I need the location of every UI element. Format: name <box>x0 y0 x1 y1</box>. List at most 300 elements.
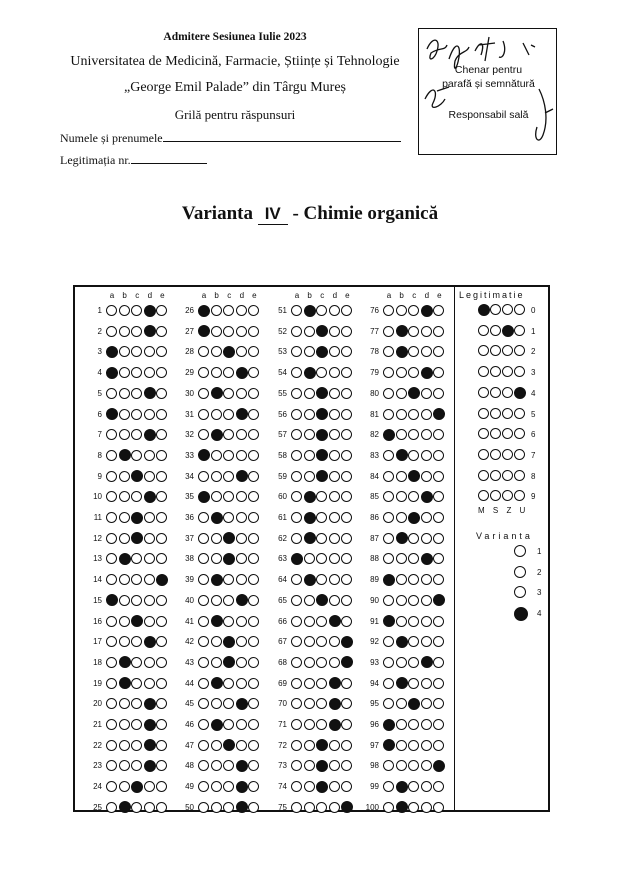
answer-bubble-a[interactable] <box>291 326 302 337</box>
answer-bubble-d[interactable] <box>236 594 248 606</box>
answer-bubble-d[interactable] <box>329 305 340 316</box>
answer-bubble-a[interactable] <box>291 678 302 689</box>
answer-bubble-c[interactable] <box>223 616 234 627</box>
answer-bubble-d[interactable] <box>144 698 156 710</box>
answer-bubble-d[interactable] <box>421 574 432 585</box>
answer-bubble-b[interactable] <box>119 326 130 337</box>
answer-bubble-b[interactable] <box>119 491 130 502</box>
answer-bubble-a[interactable] <box>106 388 117 399</box>
answer-bubble-d[interactable] <box>421 305 433 317</box>
answer-bubble-b[interactable] <box>211 326 222 337</box>
answer-bubble-b[interactable] <box>396 553 407 564</box>
answer-bubble-d[interactable] <box>329 781 340 792</box>
answer-bubble-a[interactable] <box>291 471 302 482</box>
answer-bubble-a[interactable] <box>198 678 209 689</box>
answer-bubble-d[interactable] <box>144 533 155 544</box>
answer-bubble-b[interactable] <box>119 305 130 316</box>
answer-bubble-c[interactable] <box>408 698 420 710</box>
answer-bubble-d[interactable] <box>236 719 247 730</box>
answer-bubble-b[interactable] <box>304 678 315 689</box>
answer-bubble-b[interactable] <box>211 574 223 586</box>
answer-bubble-a[interactable] <box>383 615 395 627</box>
answer-bubble-d[interactable] <box>329 615 341 627</box>
answer-bubble-d[interactable] <box>236 657 247 668</box>
answer-bubble-e[interactable] <box>433 471 444 482</box>
answer-bubble-e[interactable] <box>248 409 259 420</box>
answer-bubble-b[interactable] <box>211 512 223 524</box>
answer-bubble-a[interactable] <box>383 574 395 586</box>
answer-bubble-b[interactable] <box>119 429 130 440</box>
answer-bubble-d[interactable] <box>144 739 156 751</box>
answer-bubble-a[interactable] <box>106 512 117 523</box>
answer-bubble-b[interactable] <box>304 760 315 771</box>
answer-bubble-a[interactable] <box>383 471 394 482</box>
answer-bubble-d[interactable] <box>236 533 247 544</box>
answer-bubble-d[interactable] <box>236 740 247 751</box>
answer-bubble-c[interactable] <box>316 429 328 441</box>
answer-bubble-a[interactable] <box>106 326 117 337</box>
answer-bubble-d[interactable] <box>236 470 248 482</box>
answer-bubble-e[interactable] <box>248 678 259 689</box>
answer-bubble-d[interactable] <box>236 801 248 813</box>
answer-bubble-c[interactable] <box>223 409 234 420</box>
answer-bubble-a[interactable] <box>106 367 118 379</box>
answer-bubble-a[interactable] <box>383 388 394 399</box>
answer-bubble-b[interactable] <box>396 388 407 399</box>
answer-bubble-b[interactable] <box>119 656 131 668</box>
answer-bubble-d[interactable] <box>144 760 156 772</box>
answer-bubble-b[interactable] <box>304 346 315 357</box>
legitimatie-bubble[interactable] <box>514 470 525 481</box>
answer-bubble-c[interactable] <box>131 740 142 751</box>
answer-bubble-d[interactable] <box>236 326 247 337</box>
legitimatie-bubble[interactable] <box>502 470 513 481</box>
answer-bubble-d[interactable] <box>236 636 247 647</box>
answer-bubble-d[interactable] <box>421 491 433 503</box>
answer-bubble-b[interactable] <box>211 471 222 482</box>
answer-bubble-c[interactable] <box>408 678 419 689</box>
answer-bubble-d[interactable] <box>329 512 340 523</box>
answer-bubble-c[interactable] <box>316 657 327 668</box>
answer-bubble-b[interactable] <box>119 533 130 544</box>
answer-bubble-d[interactable] <box>144 491 156 503</box>
answer-bubble-d[interactable] <box>329 450 340 461</box>
answer-bubble-d[interactable] <box>329 533 340 544</box>
answer-bubble-b[interactable] <box>304 574 316 586</box>
answer-bubble-c[interactable] <box>131 781 143 793</box>
answer-bubble-b[interactable] <box>211 491 222 502</box>
answer-bubble-d[interactable] <box>144 450 155 461</box>
legitimatie-bubble[interactable] <box>514 449 525 460</box>
answer-bubble-b[interactable] <box>119 512 130 523</box>
answer-bubble-b[interactable] <box>304 657 315 668</box>
answer-bubble-a[interactable] <box>106 616 117 627</box>
answer-bubble-b[interactable] <box>304 367 316 379</box>
name-line[interactable] <box>163 131 401 142</box>
answer-bubble-a[interactable] <box>198 471 209 482</box>
legitimatie-bubble[interactable] <box>502 304 513 315</box>
answer-bubble-b[interactable] <box>211 677 223 689</box>
answer-bubble-a[interactable] <box>106 346 118 358</box>
answer-bubble-b[interactable] <box>119 636 130 647</box>
answer-bubble-b[interactable] <box>304 409 315 420</box>
answer-bubble-d[interactable] <box>329 429 340 440</box>
answer-bubble-a[interactable] <box>291 533 302 544</box>
answer-bubble-b[interactable] <box>119 346 130 357</box>
answer-bubble-a[interactable] <box>383 533 394 544</box>
answer-bubble-b[interactable] <box>211 719 223 731</box>
answer-bubble-b[interactable] <box>119 471 130 482</box>
answer-bubble-a[interactable] <box>383 678 394 689</box>
answer-bubble-a[interactable] <box>106 450 117 461</box>
answer-bubble-c[interactable] <box>408 533 419 544</box>
answer-bubble-c[interactable] <box>131 657 142 668</box>
answer-bubble-b[interactable] <box>304 532 316 544</box>
answer-bubble-e[interactable] <box>248 616 259 627</box>
answer-bubble-b[interactable] <box>304 740 315 751</box>
varianta-bubble-4[interactable] <box>514 607 528 621</box>
answer-bubble-c[interactable] <box>131 678 142 689</box>
answer-bubble-d[interactable] <box>144 616 155 627</box>
answer-bubble-a[interactable] <box>291 388 302 399</box>
legitimatie-bubble[interactable] <box>478 449 489 460</box>
answer-bubble-d[interactable] <box>144 305 156 317</box>
answer-bubble-a[interactable] <box>198 491 210 503</box>
answer-bubble-c[interactable] <box>131 512 143 524</box>
answer-bubble-d[interactable] <box>329 367 340 378</box>
answer-bubble-e[interactable] <box>248 471 259 482</box>
answer-bubble-c[interactable] <box>408 740 419 751</box>
answer-bubble-c[interactable] <box>223 471 234 482</box>
answer-bubble-b[interactable] <box>211 305 222 316</box>
answer-bubble-d[interactable] <box>421 471 432 482</box>
legitimatie-bubble[interactable] <box>478 470 489 481</box>
answer-bubble-b[interactable] <box>304 595 315 606</box>
answer-bubble-b[interactable] <box>304 802 315 813</box>
answer-bubble-b[interactable] <box>396 657 407 668</box>
answer-bubble-b[interactable] <box>119 449 131 461</box>
answer-bubble-b[interactable] <box>396 325 408 337</box>
answer-bubble-b[interactable] <box>396 346 408 358</box>
answer-bubble-c[interactable] <box>223 595 234 606</box>
answer-bubble-d[interactable] <box>236 450 247 461</box>
answer-bubble-c[interactable] <box>223 553 235 565</box>
answer-bubble-a[interactable] <box>106 408 118 420</box>
answer-bubble-d[interactable] <box>421 719 432 730</box>
answer-bubble-d[interactable] <box>421 781 432 792</box>
answer-bubble-b[interactable] <box>119 760 130 771</box>
answer-bubble-d[interactable] <box>144 367 155 378</box>
answer-bubble-d[interactable] <box>144 409 155 420</box>
answer-bubble-e[interactable] <box>156 471 167 482</box>
answer-bubble-b[interactable] <box>119 781 130 792</box>
answer-bubble-d[interactable] <box>236 781 248 793</box>
answer-bubble-a[interactable] <box>198 533 209 544</box>
answer-bubble-a[interactable] <box>383 305 394 316</box>
answer-bubble-d[interactable] <box>144 781 155 792</box>
answer-bubble-c[interactable] <box>316 533 327 544</box>
answer-bubble-b[interactable] <box>211 657 222 668</box>
answer-bubble-a[interactable] <box>106 719 117 730</box>
answer-bubble-b[interactable] <box>396 367 407 378</box>
legitimatie-bubble[interactable] <box>514 387 526 399</box>
answer-bubble-d[interactable] <box>144 636 156 648</box>
answer-bubble-c[interactable] <box>131 450 142 461</box>
answer-bubble-b[interactable] <box>396 740 407 751</box>
answer-bubble-d[interactable] <box>421 409 432 420</box>
answer-bubble-d[interactable] <box>236 429 247 440</box>
answer-bubble-d[interactable] <box>144 512 155 523</box>
answer-bubble-e[interactable] <box>341 471 352 482</box>
legitimatie-bubble[interactable] <box>478 408 489 419</box>
answer-bubble-a[interactable] <box>291 802 302 813</box>
legitimatie-bubble[interactable] <box>490 304 501 315</box>
answer-bubble-e[interactable] <box>341 616 352 627</box>
answer-bubble-b[interactable] <box>211 740 222 751</box>
answer-bubble-d[interactable] <box>329 388 340 399</box>
answer-bubble-b[interactable] <box>211 367 222 378</box>
answer-bubble-d[interactable] <box>329 636 340 647</box>
answer-bubble-d[interactable] <box>329 740 340 751</box>
answer-bubble-c[interactable] <box>408 657 419 668</box>
answer-bubble-c[interactable] <box>408 409 419 420</box>
answer-bubble-e[interactable] <box>341 636 353 648</box>
answer-bubble-b[interactable] <box>304 553 315 564</box>
answer-bubble-b[interactable] <box>396 429 407 440</box>
answer-bubble-c[interactable] <box>316 616 327 627</box>
answer-bubble-b[interactable] <box>211 409 222 420</box>
answer-bubble-a[interactable] <box>106 471 117 482</box>
answer-bubble-c[interactable] <box>223 326 234 337</box>
answer-bubble-a[interactable] <box>198 719 209 730</box>
varianta-bubble-3[interactable] <box>514 586 526 598</box>
answer-bubble-a[interactable] <box>291 305 302 316</box>
answer-bubble-a[interactable] <box>383 512 394 523</box>
answer-bubble-c[interactable] <box>223 636 235 648</box>
answer-bubble-d[interactable] <box>144 657 155 668</box>
answer-bubble-a[interactable] <box>106 740 117 751</box>
answer-bubble-e[interactable] <box>433 616 444 627</box>
answer-bubble-b[interactable] <box>396 512 407 523</box>
answer-bubble-b[interactable] <box>119 698 130 709</box>
answer-bubble-b[interactable] <box>119 677 131 689</box>
answer-bubble-a[interactable] <box>198 305 210 317</box>
answer-bubble-a[interactable] <box>106 802 117 813</box>
answer-bubble-b[interactable] <box>396 781 408 793</box>
answer-bubble-a[interactable] <box>383 409 394 420</box>
answer-bubble-a[interactable] <box>198 616 209 627</box>
answer-bubble-a[interactable] <box>198 388 209 399</box>
answer-bubble-a[interactable] <box>198 740 209 751</box>
answer-bubble-d[interactable] <box>144 471 155 482</box>
answer-bubble-b[interactable] <box>211 387 223 399</box>
answer-bubble-b[interactable] <box>396 636 408 648</box>
answer-bubble-e[interactable] <box>341 678 352 689</box>
answer-bubble-b[interactable] <box>211 553 222 564</box>
answer-bubble-b[interactable] <box>396 449 408 461</box>
answer-bubble-d[interactable] <box>421 740 432 751</box>
answer-bubble-e[interactable] <box>156 574 168 586</box>
answer-bubble-d[interactable] <box>144 802 155 813</box>
answer-bubble-d[interactable] <box>421 533 432 544</box>
answer-bubble-d[interactable] <box>144 574 155 585</box>
answer-bubble-b[interactable] <box>304 698 315 709</box>
answer-bubble-b[interactable] <box>119 388 130 399</box>
answer-bubble-d[interactable] <box>421 553 433 565</box>
answer-bubble-c[interactable] <box>131 388 142 399</box>
answer-bubble-c[interactable] <box>316 781 328 793</box>
answer-bubble-d[interactable] <box>144 429 156 441</box>
answer-bubble-d[interactable] <box>236 760 248 772</box>
answer-bubble-d[interactable] <box>236 305 247 316</box>
answer-bubble-d[interactable] <box>144 387 156 399</box>
legitimatie-line[interactable] <box>131 153 207 164</box>
answer-bubble-b[interactable] <box>211 533 222 544</box>
answer-bubble-e[interactable] <box>433 678 444 689</box>
answer-bubble-c[interactable] <box>131 802 142 813</box>
answer-bubble-d[interactable] <box>236 388 247 399</box>
answer-bubble-b[interactable] <box>119 719 130 730</box>
legitimatie-bubble[interactable] <box>490 449 501 460</box>
answer-bubble-a[interactable] <box>291 512 302 523</box>
legitimatie-bubble[interactable] <box>490 470 501 481</box>
answer-bubble-b[interactable] <box>119 595 130 606</box>
answer-bubble-a[interactable] <box>106 305 117 316</box>
answer-bubble-a[interactable] <box>291 595 302 606</box>
answer-bubble-d[interactable] <box>421 616 432 627</box>
answer-bubble-a[interactable] <box>291 657 302 668</box>
answer-bubble-b[interactable] <box>396 409 407 420</box>
answer-bubble-b[interactable] <box>304 471 315 482</box>
answer-bubble-a[interactable] <box>383 802 394 813</box>
legitimatie-field[interactable] <box>60 153 207 168</box>
answer-bubble-d[interactable] <box>421 595 432 606</box>
answer-bubble-d[interactable] <box>421 429 432 440</box>
answer-bubble-d[interactable] <box>236 616 247 627</box>
answer-bubble-d[interactable] <box>329 698 341 710</box>
answer-bubble-e[interactable] <box>156 616 167 627</box>
answer-bubble-b[interactable] <box>211 760 222 771</box>
answer-bubble-d[interactable] <box>236 678 247 689</box>
answer-bubble-e[interactable] <box>156 409 167 420</box>
answer-bubble-b[interactable] <box>304 429 315 440</box>
legitimatie-bubble[interactable] <box>490 325 501 336</box>
answer-bubble-b[interactable] <box>396 305 407 316</box>
answer-bubble-b[interactable] <box>211 450 222 461</box>
legitimatie-bubble[interactable] <box>478 325 489 336</box>
answer-bubble-d[interactable] <box>329 471 340 482</box>
answer-bubble-a[interactable] <box>383 429 395 441</box>
answer-bubble-b[interactable] <box>304 450 315 461</box>
answer-bubble-d[interactable] <box>329 657 340 668</box>
varianta-bubble-1[interactable] <box>514 545 526 557</box>
answer-bubble-d[interactable] <box>144 678 155 689</box>
answer-bubble-c[interactable] <box>131 595 142 606</box>
answer-bubble-a[interactable] <box>198 512 209 523</box>
answer-bubble-b[interactable] <box>396 801 408 813</box>
answer-bubble-d[interactable] <box>421 326 432 337</box>
answer-bubble-c[interactable] <box>408 802 419 813</box>
answer-bubble-a[interactable] <box>291 409 302 420</box>
answer-bubble-b[interactable] <box>119 801 131 813</box>
answer-bubble-a[interactable] <box>198 802 209 813</box>
answer-bubble-a[interactable] <box>291 719 302 730</box>
answer-bubble-a[interactable] <box>291 616 302 627</box>
answer-bubble-b[interactable] <box>119 367 130 378</box>
legitimatie-bubble[interactable] <box>490 387 501 398</box>
answer-bubble-c[interactable] <box>223 388 234 399</box>
answer-bubble-c[interactable] <box>223 678 234 689</box>
answer-bubble-a[interactable] <box>106 657 117 668</box>
answer-bubble-c[interactable] <box>131 326 142 337</box>
answer-bubble-d[interactable] <box>421 388 432 399</box>
answer-bubble-d[interactable] <box>421 512 432 523</box>
answer-bubble-a[interactable] <box>383 595 394 606</box>
answer-bubble-b[interactable] <box>396 677 408 689</box>
answer-bubble-b[interactable] <box>304 512 316 524</box>
answer-bubble-b[interactable] <box>304 781 315 792</box>
answer-bubble-a[interactable] <box>383 326 394 337</box>
answer-bubble-a[interactable] <box>198 409 209 420</box>
answer-bubble-d[interactable] <box>329 326 340 337</box>
answer-bubble-c[interactable] <box>223 346 235 358</box>
answer-bubble-b[interactable] <box>211 615 223 627</box>
answer-bubble-d[interactable] <box>329 677 341 689</box>
answer-bubble-e[interactable] <box>341 409 352 420</box>
answer-bubble-c[interactable] <box>223 802 234 813</box>
answer-bubble-b[interactable] <box>396 574 407 585</box>
answer-bubble-d[interactable] <box>421 678 432 689</box>
answer-bubble-a[interactable] <box>291 553 303 565</box>
answer-bubble-d[interactable] <box>144 719 156 731</box>
legitimatie-bubble[interactable] <box>478 387 489 398</box>
answer-bubble-d[interactable] <box>236 367 248 379</box>
answer-bubble-b[interactable] <box>396 595 407 606</box>
answer-bubble-d[interactable] <box>329 719 341 731</box>
answer-bubble-d[interactable] <box>421 450 432 461</box>
answer-bubble-c[interactable] <box>316 802 327 813</box>
answer-bubble-d[interactable] <box>421 636 432 647</box>
answer-bubble-c[interactable] <box>408 326 419 337</box>
answer-bubble-b[interactable] <box>211 346 222 357</box>
answer-bubble-b[interactable] <box>304 719 315 730</box>
legitimatie-bubble[interactable] <box>502 408 513 419</box>
answer-bubble-b[interactable] <box>119 553 131 565</box>
answer-bubble-d[interactable] <box>421 367 433 379</box>
legitimatie-bubble[interactable] <box>490 408 501 419</box>
answer-bubble-a[interactable] <box>291 450 302 461</box>
answer-bubble-b[interactable] <box>211 698 222 709</box>
answer-bubble-b[interactable] <box>119 740 130 751</box>
answer-bubble-d[interactable] <box>144 595 155 606</box>
answer-bubble-b[interactable] <box>119 409 130 420</box>
answer-bubble-b[interactable] <box>304 491 316 503</box>
answer-bubble-a[interactable] <box>383 450 394 461</box>
answer-bubble-d[interactable] <box>329 574 340 585</box>
answer-bubble-c[interactable] <box>408 512 420 524</box>
answer-bubble-d[interactable] <box>236 408 248 420</box>
answer-bubble-d[interactable] <box>236 512 247 523</box>
answer-bubble-a[interactable] <box>291 740 302 751</box>
answer-bubble-b[interactable] <box>396 719 407 730</box>
answer-bubble-c[interactable] <box>316 346 328 358</box>
answer-bubble-b[interactable] <box>396 616 407 627</box>
answer-bubble-b[interactable] <box>211 429 223 441</box>
answer-bubble-b[interactable] <box>304 616 315 627</box>
answer-bubble-b[interactable] <box>304 305 316 317</box>
answer-bubble-b[interactable] <box>396 471 407 482</box>
answer-bubble-b[interactable] <box>211 781 222 792</box>
